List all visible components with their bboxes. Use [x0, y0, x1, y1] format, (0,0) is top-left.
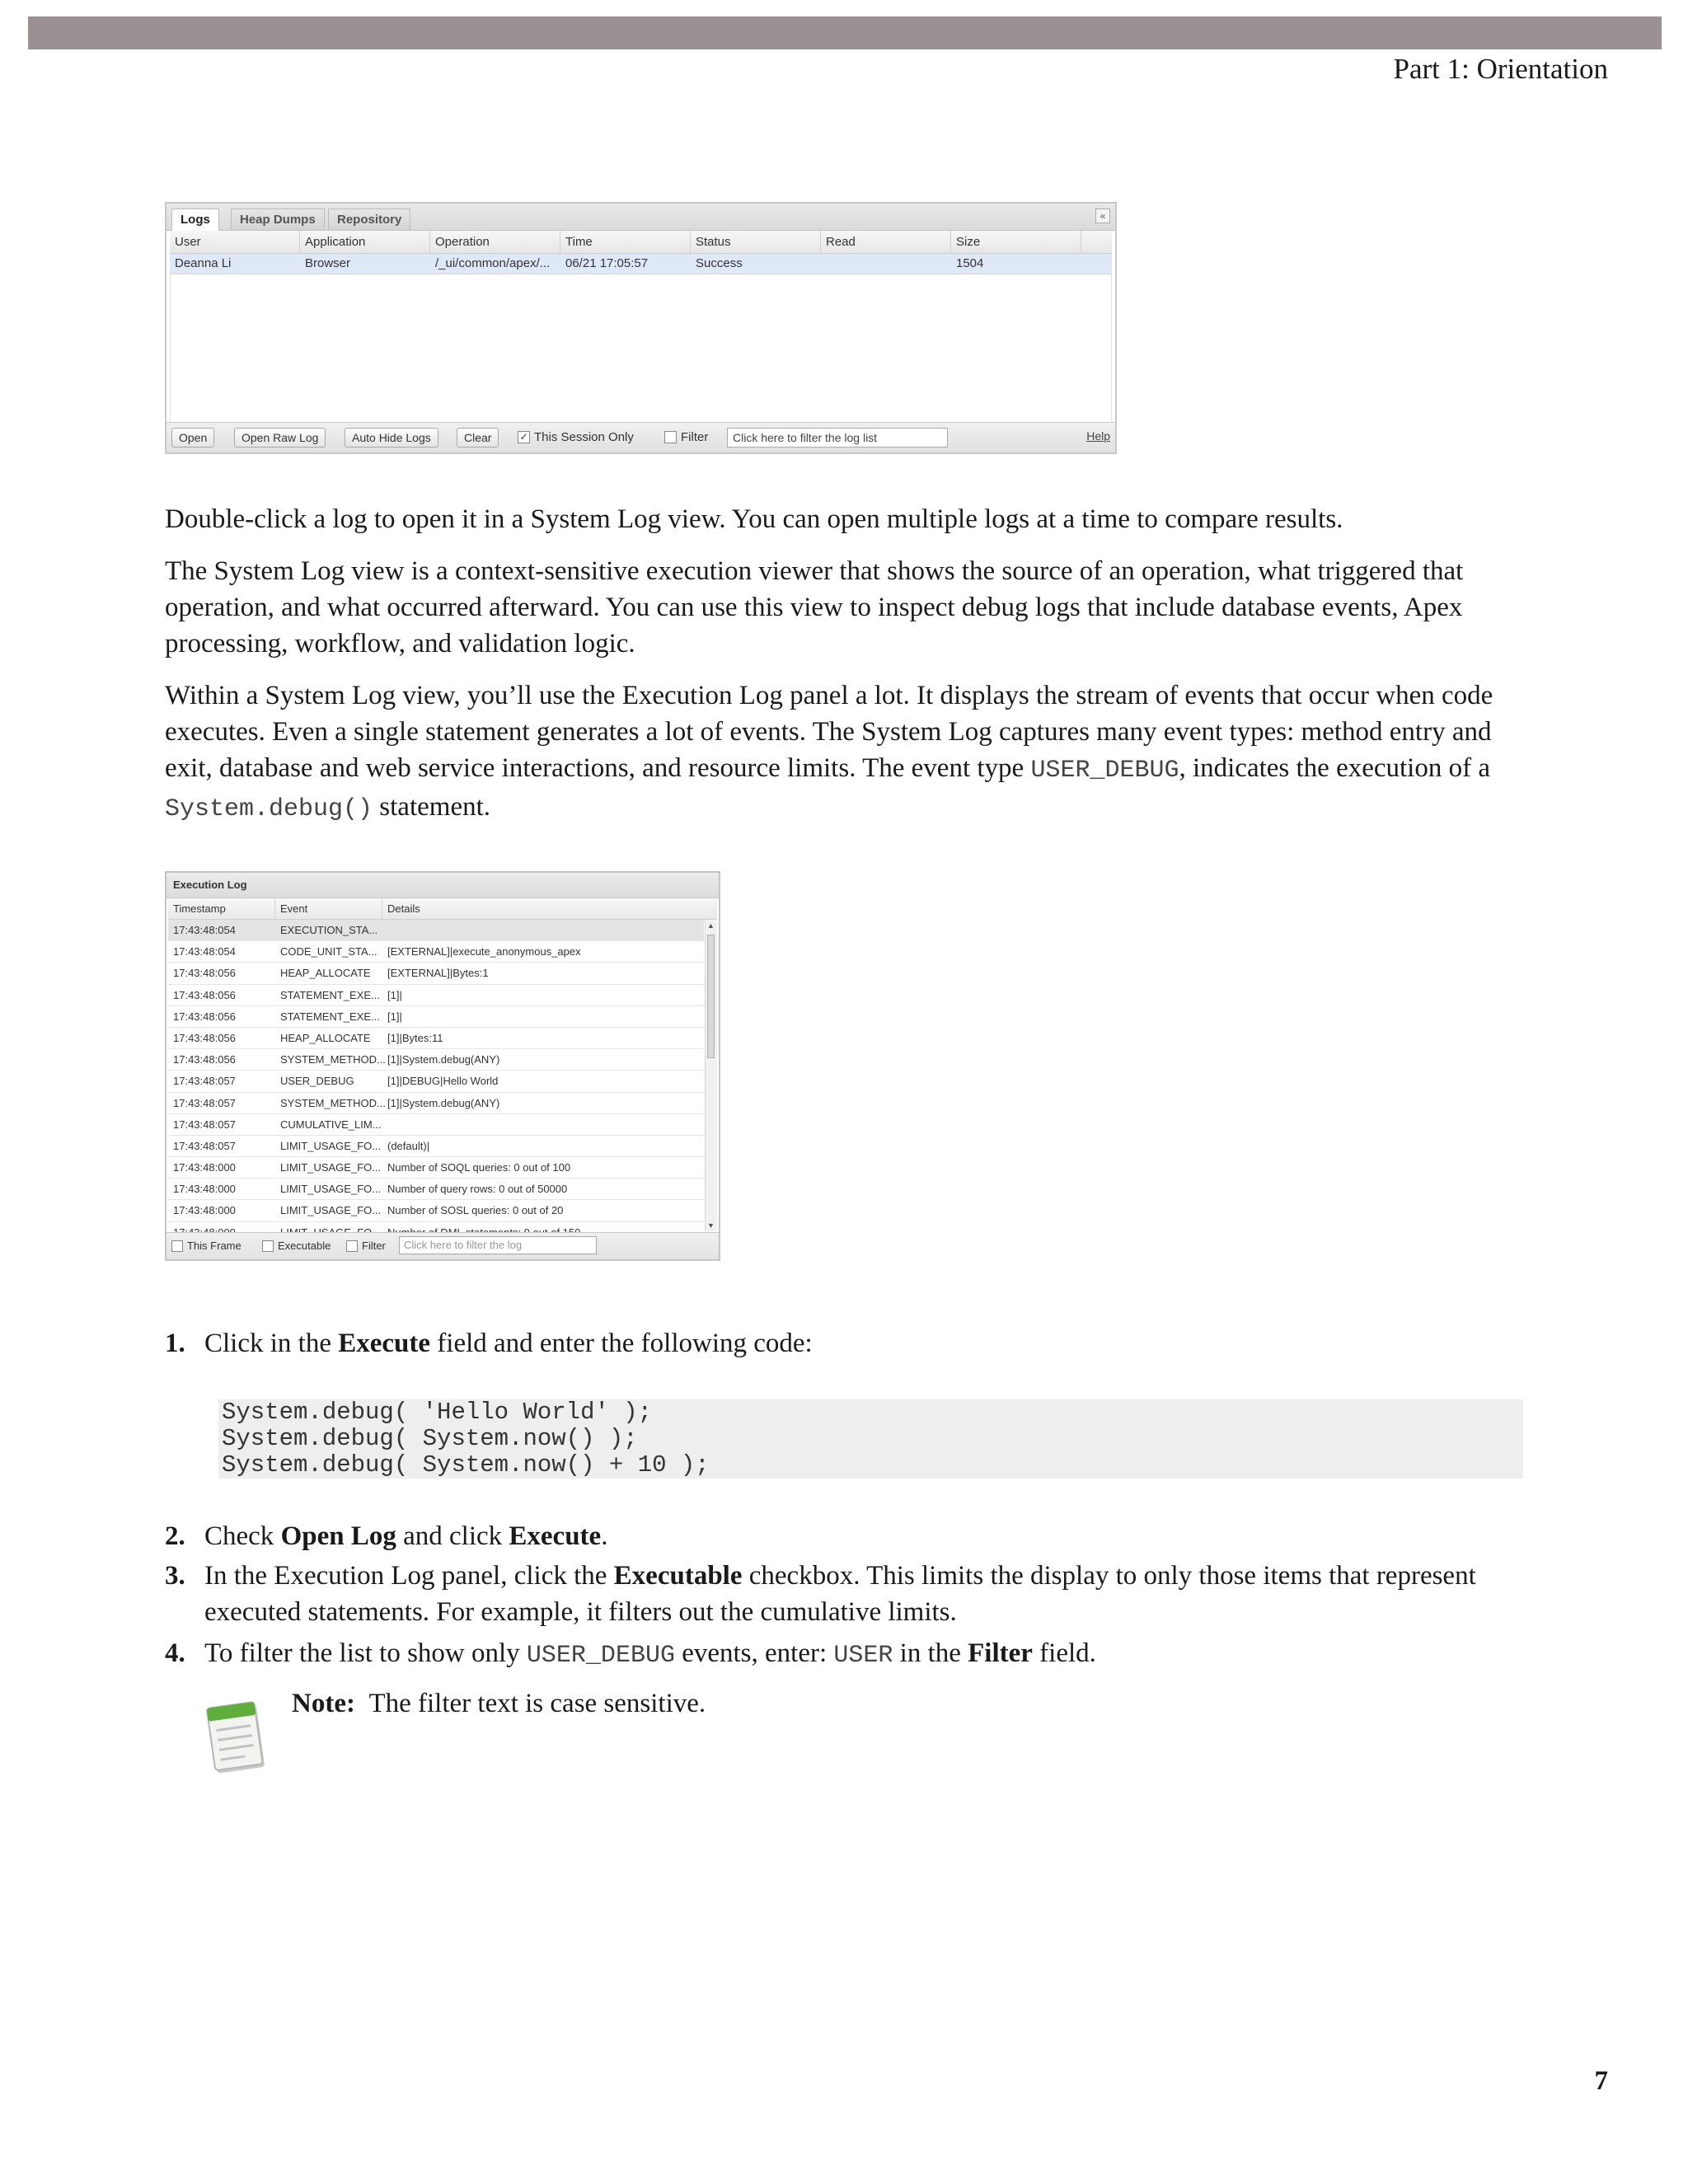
step-3-text: [204, 1558, 1525, 1630]
cell-ts: 17:43:48:057: [173, 1118, 236, 1131]
page-number: 7: [1594, 2066, 1608, 2096]
filter-checkbox[interactable]: [664, 431, 677, 443]
execution-log-title: Execution Log: [166, 873, 719, 898]
executable-checkbox[interactable]: [262, 1240, 274, 1252]
cell-ts: 17:43:48:057: [173, 1096, 236, 1109]
step-1-text: [204, 1325, 1525, 1361]
cell-details: Number of SOSL queries: 0 out of 20: [387, 1204, 564, 1217]
list-item[interactable]: [168, 1071, 704, 1092]
list-item[interactable]: [168, 1179, 704, 1200]
step-4-text-d: field.: [1032, 1638, 1096, 1668]
cell-ts: 17:43:48:000: [173, 1161, 236, 1174]
note-text: The filter text is case sensitive.: [368, 1689, 706, 1718]
paragraph-3: [165, 677, 1525, 827]
logs-tabbar: [166, 204, 1115, 231]
log-filter-input[interactable]: Click here to filter the log list: [727, 428, 948, 448]
list-item[interactable]: [168, 1049, 704, 1071]
note-icon: [204, 1696, 272, 1779]
cell-ts: 17:43:48:056: [173, 967, 236, 980]
cell-event: SYSTEM_METHOD...: [280, 1053, 386, 1066]
step-2-text-d: .: [601, 1521, 608, 1551]
column-header-operation[interactable]: Operation: [430, 231, 560, 253]
scroll-thumb[interactable]: [707, 935, 715, 1058]
cell-event: CODE_UNIT_STA...: [280, 945, 377, 958]
cell-time: 06/21 17:05:57: [565, 256, 649, 270]
paragraph-3-text-a: Within a System Log view, you’ll use the Execution Log panel a lot. It displays the stream of events that occur when code executes. Even a single statement generates a lot of events. The System Log captures many event types: method entry and exit, database and web service interactions, and resource limits. The event type: [165, 681, 1493, 783]
list-item[interactable]: [168, 1028, 704, 1049]
column-header-read[interactable]: Read: [821, 231, 951, 253]
cell-details: [1]|: [387, 1010, 402, 1023]
step-1-text-a: Click in the: [204, 1329, 339, 1358]
list-item[interactable]: [168, 1200, 704, 1221]
cell-details: Number of query rows: 0 out of 50000: [387, 1183, 568, 1196]
logs-panel-screenshot: [165, 202, 1117, 454]
cell-ts: 17:43:48:000: [173, 1183, 236, 1196]
column-header-time[interactable]: Time: [560, 231, 691, 253]
section-title: Part 1: Orientation: [1393, 53, 1608, 85]
cell-details: [1]|: [387, 988, 402, 1001]
cell-operation: /_ui/common/apex/...: [435, 256, 551, 270]
step-2-bold-open-log: Open Log: [280, 1521, 396, 1551]
cell-event: LIMIT_USAGE_FO...: [280, 1161, 382, 1174]
open-button[interactable]: Open: [171, 428, 214, 448]
cell-details: [1]|Bytes:11: [387, 1031, 443, 1044]
cell-event: CUMULATIVE_LIM...: [280, 1118, 382, 1131]
note-label: Note:: [292, 1689, 355, 1718]
paragraph-2: The System Log view is a context-sensitive execution viewer that shows the source of an operation, what triggered that operation, and what occurred afterward. You can use this view to inspect debug logs that include database events, Apex processing, workflow, and validation logic.: [165, 556, 1464, 658]
cell-ts: 17:43:48:056: [173, 1053, 236, 1066]
step-3-text-a: In the Execution Log panel, click the: [204, 1561, 614, 1591]
column-header-event[interactable]: Event: [275, 898, 382, 919]
column-header-details[interactable]: Details: [387, 902, 420, 915]
clear-button[interactable]: Clear: [457, 428, 499, 448]
column-header-user[interactable]: User: [170, 231, 300, 253]
list-item[interactable]: [168, 1157, 704, 1179]
step-4-text-a: To filter the list to show only: [204, 1638, 527, 1668]
step-3-number: 3.: [165, 1561, 185, 1591]
table-row[interactable]: [170, 254, 1112, 274]
paragraph-3-text-c: statement.: [373, 792, 491, 822]
executable-label: Executable: [278, 1240, 331, 1252]
step-4-text: [204, 1635, 1525, 1674]
cell-event: LIMIT_USAGE_FO...: [280, 1139, 382, 1152]
step-4-text-b: events, enter:: [674, 1638, 834, 1668]
cell-read: [821, 254, 951, 274]
note: [292, 1685, 706, 1722]
scroll-down-icon[interactable]: ▼: [707, 1221, 715, 1230]
cell-application: Browser: [305, 256, 351, 270]
this-session-only-label: This Session Only: [534, 430, 634, 444]
step-4-number: 4.: [165, 1638, 185, 1668]
exec-filter-checkbox[interactable]: [346, 1240, 358, 1252]
cell-event: SYSTEM_METHOD...: [280, 1096, 386, 1109]
step-1-text-c: field and enter the following code:: [430, 1329, 813, 1358]
code-line: System.debug( System.now() + 10 );: [222, 1451, 710, 1479]
cell-ts: 17:43:48:054: [173, 945, 236, 958]
cell-ts: 17:43:48:000: [173, 1204, 236, 1217]
tab-repository[interactable]: Repository: [328, 209, 410, 230]
step-2-bold-execute: Execute: [509, 1521, 602, 1551]
cell-event: HEAP_ALLOCATE: [280, 1031, 371, 1044]
inline-code-user-debug: USER_DEBUG: [1030, 757, 1179, 785]
cell-user: Deanna Li: [175, 256, 232, 270]
step-3-bold-executable: Executable: [613, 1561, 743, 1591]
exec-filter-label: Filter: [362, 1240, 386, 1252]
step-1-number: 1.: [165, 1329, 185, 1358]
cell-event: STATEMENT_EXE...: [280, 1010, 380, 1023]
this-frame-checkbox[interactable]: [171, 1240, 183, 1252]
step-2-number: 2.: [165, 1521, 185, 1551]
cell-event: HEAP_ALLOCATE: [280, 967, 371, 980]
cell-ts: 17:43:48:057: [173, 1139, 236, 1152]
column-header-size[interactable]: Size: [951, 231, 1081, 253]
cell-details: [1]|System.debug(ANY): [387, 1053, 500, 1066]
code-line: System.debug( 'Hello World' );: [222, 1399, 653, 1426]
cell-status: Success: [696, 256, 743, 270]
step-4-bold-filter: Filter: [968, 1638, 1033, 1668]
cell-details: [EXTERNAL]|Bytes:1: [387, 967, 489, 980]
step-2-text-c: and click: [396, 1521, 509, 1551]
list-item[interactable]: [168, 941, 704, 963]
execution-log-footer: [166, 1232, 719, 1259]
cell-ts: 17:43:48:054: [173, 924, 236, 936]
list-item[interactable]: [168, 1114, 704, 1136]
code-block: [218, 1399, 1523, 1479]
cell-event: LIMIT_USAGE_FO...: [280, 1183, 382, 1196]
exec-filter-input[interactable]: Click here to filter the log: [399, 1236, 597, 1254]
cell-event: LIMIT_USAGE_FO...: [280, 1204, 382, 1217]
column-header-status[interactable]: Status: [691, 231, 821, 253]
execution-log-scrollbar[interactable]: [705, 920, 717, 1231]
cell-details: [1]|DEBUG|Hello World: [387, 1075, 499, 1088]
cell-ts: 17:43:48:056: [173, 988, 236, 1001]
scroll-up-icon[interactable]: ▲: [707, 921, 715, 930]
logs-table-header: [170, 231, 1112, 254]
cell-details: [1]|System.debug(ANY): [387, 1096, 500, 1109]
inline-code-user: USER: [833, 1642, 893, 1670]
inline-code-system-debug: System.debug(): [165, 795, 373, 823]
step-4-text-c: in the: [893, 1638, 968, 1668]
header-bar: [28, 16, 1662, 49]
paragraph-3-text-b: , indicates the execution of a: [1179, 753, 1490, 783]
step-2-text-a: Check: [204, 1521, 281, 1551]
open-raw-log-button[interactable]: Open Raw Log: [234, 428, 326, 448]
execution-log-screenshot: [165, 871, 720, 1261]
tab-heap-dumps[interactable]: Heap Dumps: [231, 209, 325, 230]
cell-ts: 17:43:48:057: [173, 1075, 236, 1088]
auto-hide-logs-button[interactable]: Auto Hide Logs: [345, 428, 438, 448]
logs-table-body: [170, 274, 1112, 423]
list-item[interactable]: [168, 920, 704, 941]
cell-ts: 17:43:48:056: [173, 1010, 236, 1023]
this-session-only-checkbox[interactable]: ✓: [518, 431, 530, 443]
step-2-text: [204, 1518, 1525, 1554]
inline-code-user-debug-2: USER_DEBUG: [526, 1642, 675, 1670]
collapse-icon[interactable]: «: [1095, 209, 1110, 223]
logs-footer-toolbar: [166, 422, 1115, 452]
code-line: System.debug( System.now() );: [222, 1425, 638, 1452]
cell-details: (default)|: [387, 1139, 430, 1152]
cell-details: Number of SOQL queries: 0 out of 100: [387, 1161, 571, 1174]
cell-event: EXECUTION_STA...: [280, 924, 378, 936]
this-frame-label: This Frame: [187, 1240, 241, 1252]
list-item[interactable]: [168, 963, 704, 984]
cell-ts: 17:43:48:056: [173, 1031, 236, 1044]
cell-event: STATEMENT_EXE...: [280, 988, 380, 1001]
list-item[interactable]: [168, 1093, 704, 1114]
column-header-application[interactable]: Application: [300, 231, 430, 253]
list-item[interactable]: [168, 985, 704, 1006]
list-item[interactable]: [168, 1006, 704, 1028]
cell-size: 1504: [956, 256, 984, 270]
cell-details: [EXTERNAL]|execute_anonymous_apex: [387, 945, 581, 958]
column-header-timestamp[interactable]: Timestamp: [168, 898, 275, 919]
tab-logs[interactable]: Logs: [171, 209, 219, 231]
list-item[interactable]: [168, 1136, 704, 1157]
execution-log-header: [168, 898, 717, 920]
step-3-text-c: checkbox. This limits the display to only those items that represent executed statements. For example, it filters out the cumulative limits.: [204, 1561, 1476, 1627]
paragraph-1: Double-click a log to open it in a System Log view. You can open multiple logs at a time to compare results.: [165, 504, 1343, 534]
step-1-bold-execute: Execute: [338, 1329, 431, 1358]
filter-label: Filter: [681, 430, 709, 444]
cell-event: USER_DEBUG: [280, 1075, 354, 1088]
help-link[interactable]: Help: [1086, 429, 1110, 443]
execution-log-rows: [168, 920, 704, 1231]
